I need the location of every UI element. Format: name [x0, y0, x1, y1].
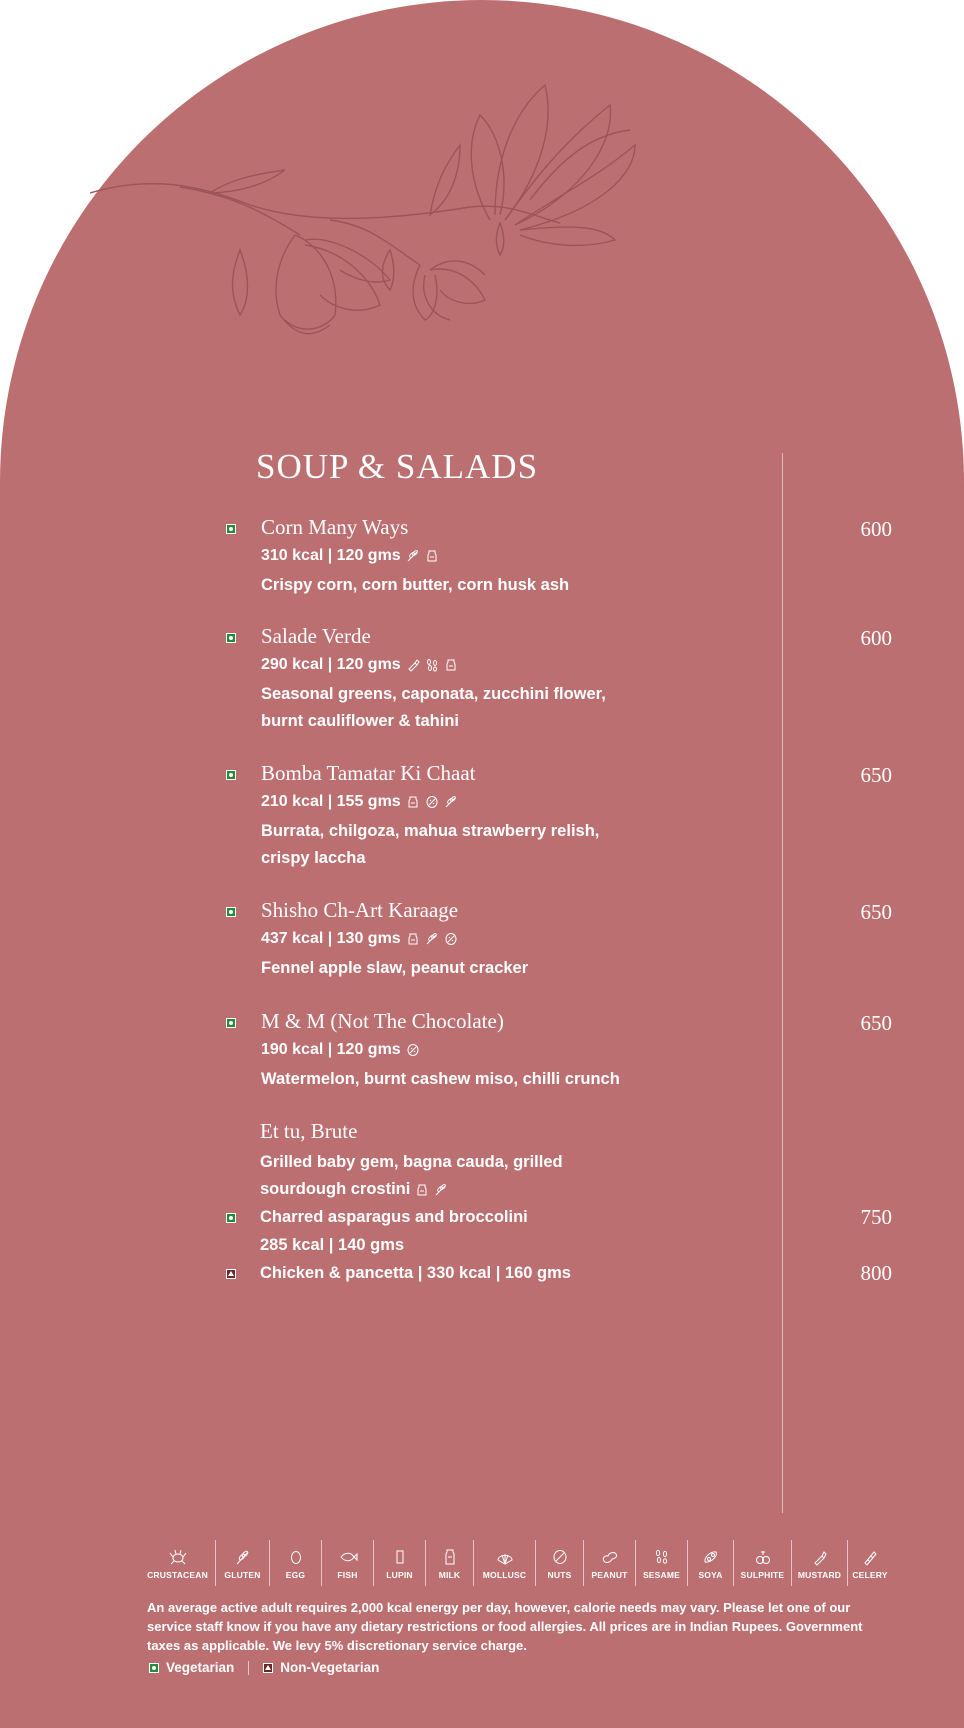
item-name: Shisho Ch-Art Karaage — [261, 898, 459, 922]
diet-key — [149, 1660, 379, 1675]
legend-gluten: GLUTEN — [216, 1540, 270, 1586]
key-separator — [248, 1661, 249, 1675]
item-meta — [261, 656, 458, 674]
item-description: Seasonal greens, caponata, zucchini flower, — [261, 685, 606, 703]
legend-nuts: NUTS — [536, 1540, 584, 1586]
item-price: 600 — [860, 626, 892, 650]
milk-icon — [406, 932, 420, 946]
milk-icon — [425, 549, 439, 563]
soya-icon — [701, 1548, 721, 1566]
section-title: SOUP & SALADS — [256, 447, 539, 486]
variant-meta: 285 kcal | 140 gms — [260, 1236, 405, 1254]
item-name: Corn Many Ways — [261, 515, 409, 539]
item-meta — [261, 1041, 420, 1059]
legend-soya: SOYA — [688, 1540, 734, 1586]
veg-mark-icon — [226, 524, 236, 534]
item-meta — [261, 547, 439, 565]
gluten-icon — [406, 549, 420, 563]
item-description: Grilled baby gem, bagna cauda, grilled — [260, 1153, 563, 1171]
nuts-icon — [550, 1548, 570, 1566]
veg-key-label: Vegetarian — [166, 1660, 235, 1675]
variant-name: Charred asparagus and broccolini — [260, 1208, 528, 1226]
milk-icon — [444, 658, 458, 672]
legend-mustard: MUSTARD — [792, 1540, 848, 1586]
legend-lupin: LUPIN — [374, 1540, 426, 1586]
veg-mark-icon — [226, 907, 236, 917]
celery-icon — [860, 1548, 880, 1566]
gluten-icon — [233, 1548, 253, 1566]
fish-icon — [338, 1548, 358, 1566]
veg-mark-icon — [226, 770, 236, 780]
legend-sulphite: SULPHITE — [734, 1540, 792, 1586]
gluten-icon — [434, 1183, 448, 1197]
sulphite-icon — [753, 1548, 773, 1566]
allergen-legend — [140, 1540, 892, 1586]
legend-egg: EGG — [270, 1540, 322, 1586]
magnolia-branch-illustration — [90, 75, 700, 375]
legend-celery: CELERY — [848, 1540, 892, 1586]
mustard-icon — [810, 1548, 830, 1566]
nuts-icon — [444, 932, 458, 946]
item-description: Fennel apple slaw, peanut cracker — [261, 959, 529, 977]
legend-milk: MILK — [426, 1540, 474, 1586]
nuts-icon — [406, 1043, 420, 1057]
legend-mollusc: MOLLUSC — [474, 1540, 536, 1586]
item-description: burnt cauliflower & tahini — [261, 712, 460, 730]
peanut-icon — [600, 1548, 620, 1566]
item-description: Burrata, chilgoza, mahua strawberry relish, — [261, 822, 600, 840]
milk-icon — [415, 1183, 429, 1197]
divider-line — [782, 453, 783, 1513]
non-veg-mark-icon — [263, 1663, 273, 1673]
item-description-line — [260, 1180, 448, 1199]
gluten-icon — [444, 795, 458, 809]
item-description: sourdough crostini — [260, 1180, 411, 1198]
veg-mark-icon — [226, 1018, 236, 1028]
item-price: 600 — [860, 517, 892, 541]
item-meta-text: 310 kcal | 120 gms — [261, 547, 401, 564]
mollusc-icon — [495, 1548, 515, 1566]
item-description: Watermelon, burnt cashew miso, chilli crunch — [261, 1070, 620, 1088]
item-meta-text: 290 kcal | 120 gms — [261, 656, 401, 673]
milk-icon — [440, 1548, 460, 1566]
item-price: 650 — [860, 900, 892, 924]
item-price: 650 — [860, 1011, 892, 1035]
non-veg-mark-icon — [226, 1269, 236, 1279]
sesame-icon — [425, 658, 439, 672]
item-meta-text: 437 kcal | 130 gms — [261, 930, 401, 947]
item-name: M & M (Not The Chocolate) — [261, 1009, 504, 1033]
item-meta-text: 210 kcal | 155 gms — [261, 793, 401, 810]
veg-mark-icon — [226, 633, 236, 643]
variant-name: Chicken & pancetta | 330 kcal | 160 gms — [260, 1264, 571, 1282]
milk-icon — [406, 795, 420, 809]
crustacean-icon — [168, 1548, 188, 1566]
lupin-icon — [390, 1548, 410, 1566]
mustard-icon — [406, 658, 420, 672]
item-name: Salade Verde — [261, 624, 371, 648]
egg-icon — [286, 1548, 306, 1566]
legend-fish: FISH — [322, 1540, 374, 1586]
item-meta — [261, 930, 458, 948]
variant-price: 750 — [860, 1205, 892, 1229]
sesame-icon — [652, 1548, 672, 1566]
gluten-icon — [425, 932, 439, 946]
item-description: Crispy corn, corn butter, corn husk ash — [261, 576, 570, 594]
legend-crustacean: CRUSTACEAN — [140, 1540, 216, 1586]
legend-peanut: PEANUT — [584, 1540, 636, 1586]
item-meta-text: 190 kcal | 120 gms — [261, 1041, 401, 1058]
item-name: Et tu, Brute — [260, 1119, 358, 1143]
footnote: An average active adult requires 2,000 kcal energy per day, however, calorie needs may vary. Please let one of our service staff know if you have any dietary restrictions or food allergies. All prices are in Indian Rupees. Government taxes as applicable. We levy 5% discretionary service charge. — [147, 1600, 863, 1653]
item-price: 650 — [860, 763, 892, 787]
item-meta — [261, 793, 458, 811]
item-name: Bomba Tamatar Ki Chaat — [261, 761, 476, 785]
item-description: crispy laccha — [261, 849, 366, 867]
veg-mark-icon — [149, 1663, 159, 1673]
variant-price: 800 — [860, 1261, 892, 1285]
legend-sesame: SESAME — [636, 1540, 688, 1586]
non-veg-key-label: Non-Vegetarian — [280, 1660, 380, 1675]
veg-mark-icon — [226, 1213, 236, 1223]
nuts-icon — [425, 795, 439, 809]
